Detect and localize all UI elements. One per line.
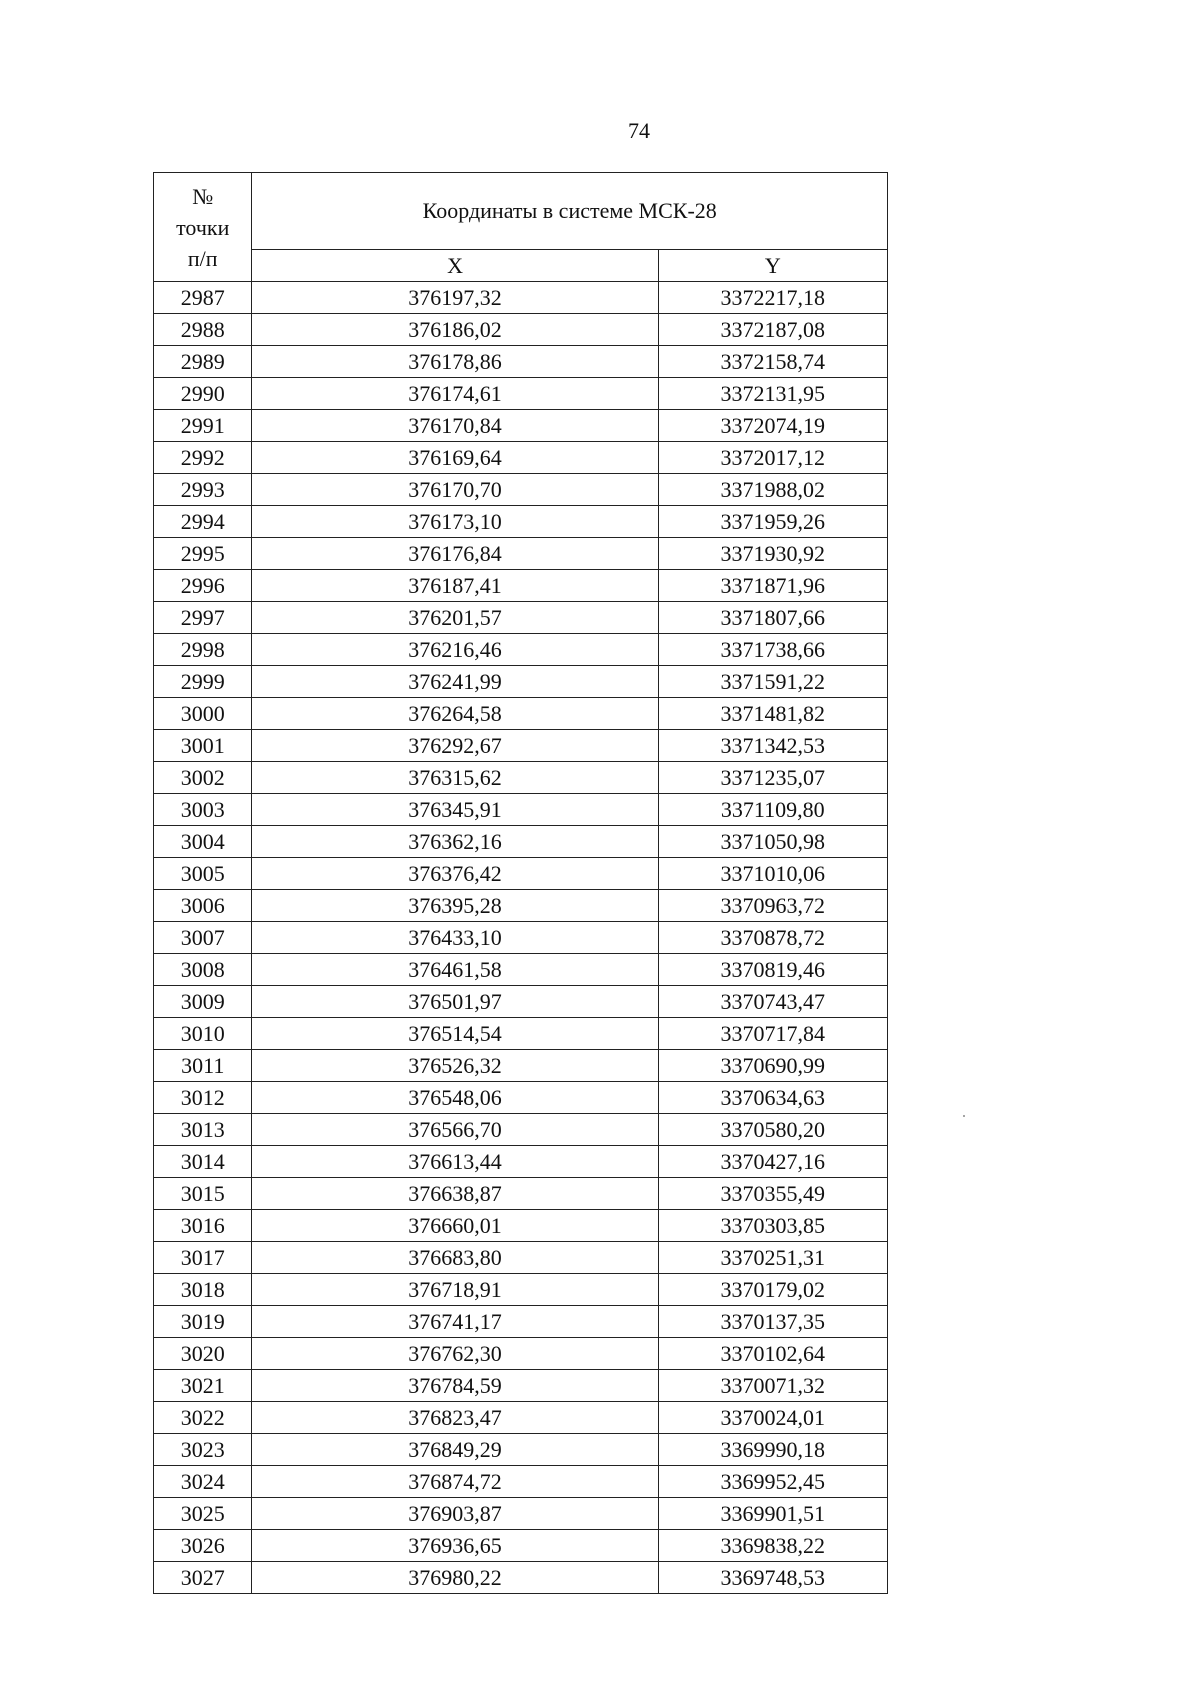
y-coordinate-cell: 3370071,32: [658, 1370, 887, 1402]
y-coordinate-cell: 3371930,92: [658, 538, 887, 570]
point-number-cell: 3004: [154, 826, 252, 858]
x-coordinate-cell: 376741,17: [252, 1306, 658, 1338]
table-row: [154, 1530, 888, 1562]
table-row: [154, 1498, 888, 1530]
point-number-cell: 2999: [154, 666, 252, 698]
x-coordinate-cell: 376936,65: [252, 1530, 658, 1562]
x-coordinate-cell: 376187,41: [252, 570, 658, 602]
y-coordinate-cell: 3370743,47: [658, 986, 887, 1018]
table-row: [154, 1306, 888, 1338]
point-number-cell: 2987: [154, 282, 252, 314]
y-coordinate-cell: 3372017,12: [658, 442, 887, 474]
table-row: [154, 890, 888, 922]
table-row: [154, 1050, 888, 1082]
point-number-cell: 3005: [154, 858, 252, 890]
scan-speck: [963, 1115, 965, 1117]
table-row: [154, 1082, 888, 1114]
x-coordinate-cell: 376173,10: [252, 506, 658, 538]
y-coordinate-cell: 3371109,80: [658, 794, 887, 826]
table-row: [154, 346, 888, 378]
table-row: [154, 1242, 888, 1274]
table-row: [154, 1114, 888, 1146]
table-row: [154, 794, 888, 826]
point-number-cell: 3022: [154, 1402, 252, 1434]
y-coordinate-cell: 3371235,07: [658, 762, 887, 794]
coordinates-table: [153, 172, 888, 1594]
table-row: [154, 666, 888, 698]
x-coordinate-cell: 376178,86: [252, 346, 658, 378]
x-coordinate-cell: 376849,29: [252, 1434, 658, 1466]
y-coordinate-cell: 3371050,98: [658, 826, 887, 858]
y-coordinate-cell: 3372187,08: [658, 314, 887, 346]
x-coordinate-cell: 376461,58: [252, 954, 658, 986]
y-coordinate-cell: 3370717,84: [658, 1018, 887, 1050]
x-coordinate-cell: 376241,99: [252, 666, 658, 698]
point-number-cell: 3023: [154, 1434, 252, 1466]
y-coordinate-cell: 3370251,31: [658, 1242, 887, 1274]
x-coordinate-cell: 376292,67: [252, 730, 658, 762]
point-number-cell: 3025: [154, 1498, 252, 1530]
point-number-cell: 3021: [154, 1370, 252, 1402]
y-coordinate-cell: 3370963,72: [658, 890, 887, 922]
point-number-cell: 3007: [154, 922, 252, 954]
point-number-cell: 3024: [154, 1466, 252, 1498]
y-coordinate-cell: 3369838,22: [658, 1530, 887, 1562]
y-coordinate-cell: 3370303,85: [658, 1210, 887, 1242]
table-row: [154, 954, 888, 986]
point-number-cell: 2991: [154, 410, 252, 442]
y-coordinate-cell: 3369748,53: [658, 1562, 887, 1594]
table-row: [154, 730, 888, 762]
point-number-cell: 2994: [154, 506, 252, 538]
point-number-cell: 3009: [154, 986, 252, 1018]
coordinate-system-header: Координаты в системе МСК-28: [252, 173, 888, 250]
table-row: [154, 442, 888, 474]
table-row: [154, 1370, 888, 1402]
y-coordinate-cell: 3370819,46: [658, 954, 887, 986]
point-number-cell: 2989: [154, 346, 252, 378]
y-coordinate-cell: 3372131,95: [658, 378, 887, 410]
y-coordinate-cell: 3371959,26: [658, 506, 887, 538]
y-coordinate-cell: 3371871,96: [658, 570, 887, 602]
point-number-cell: 3002: [154, 762, 252, 794]
y-column-header: Y: [658, 249, 887, 281]
x-coordinate-cell: 376345,91: [252, 794, 658, 826]
x-coordinate-cell: 376566,70: [252, 1114, 658, 1146]
y-coordinate-cell: 3370634,63: [658, 1082, 887, 1114]
y-coordinate-cell: 3371591,22: [658, 666, 887, 698]
x-coordinate-cell: 376613,44: [252, 1146, 658, 1178]
table-row: [154, 826, 888, 858]
x-coordinate-cell: 376660,01: [252, 1210, 658, 1242]
point-number-cell: 3011: [154, 1050, 252, 1082]
x-coordinate-cell: 376433,10: [252, 922, 658, 954]
y-coordinate-cell: 3370427,16: [658, 1146, 887, 1178]
x-coordinate-cell: 376903,87: [252, 1498, 658, 1530]
x-coordinate-cell: 376501,97: [252, 986, 658, 1018]
point-number-cell: 2996: [154, 570, 252, 602]
y-coordinate-cell: 3371807,66: [658, 602, 887, 634]
y-coordinate-cell: 3372158,74: [658, 346, 887, 378]
x-coordinate-cell: 376683,80: [252, 1242, 658, 1274]
point-number-cell: 3017: [154, 1242, 252, 1274]
x-coordinate-cell: 376216,46: [252, 634, 658, 666]
point-number-cell: 3027: [154, 1562, 252, 1594]
point-number-cell: 2997: [154, 602, 252, 634]
point-number-cell: 3003: [154, 794, 252, 826]
point-number-cell: 3018: [154, 1274, 252, 1306]
x-coordinate-cell: 376201,57: [252, 602, 658, 634]
y-coordinate-cell: 3370580,20: [658, 1114, 887, 1146]
table-row: [154, 1434, 888, 1466]
table-row: [154, 922, 888, 954]
x-coordinate-cell: 376514,54: [252, 1018, 658, 1050]
table-row: [154, 1018, 888, 1050]
y-coordinate-cell: 3371988,02: [658, 474, 887, 506]
x-coordinate-cell: 376362,16: [252, 826, 658, 858]
table-row: [154, 378, 888, 410]
y-coordinate-cell: 3370690,99: [658, 1050, 887, 1082]
x-coordinate-cell: 376169,64: [252, 442, 658, 474]
y-coordinate-cell: 3370102,64: [658, 1338, 887, 1370]
y-coordinate-cell: 3369901,51: [658, 1498, 887, 1530]
point-number-cell: 3016: [154, 1210, 252, 1242]
point-number-cell: 2995: [154, 538, 252, 570]
y-coordinate-cell: 3371481,82: [658, 698, 887, 730]
point-number-cell: 3020: [154, 1338, 252, 1370]
table-row: [154, 1274, 888, 1306]
point-number-cell: 3019: [154, 1306, 252, 1338]
point-number-cell: 2998: [154, 634, 252, 666]
point-number-cell: 3006: [154, 890, 252, 922]
y-coordinate-cell: 3369990,18: [658, 1434, 887, 1466]
x-coordinate-cell: 376176,84: [252, 538, 658, 570]
table-row: [154, 1562, 888, 1594]
table-row: [154, 282, 888, 314]
table-row: [154, 986, 888, 1018]
y-coordinate-cell: 3370179,02: [658, 1274, 887, 1306]
table-row: [154, 698, 888, 730]
point-number-header-line-2: точки: [176, 214, 230, 240]
x-coordinate-cell: 376197,32: [252, 282, 658, 314]
table-row: [154, 570, 888, 602]
x-coordinate-cell: 376548,06: [252, 1082, 658, 1114]
table-row: [154, 1402, 888, 1434]
point-number-header-line-3: п/п: [187, 245, 218, 271]
x-coordinate-cell: 376784,59: [252, 1370, 658, 1402]
x-coordinate-cell: 376874,72: [252, 1466, 658, 1498]
point-number-cell: 2993: [154, 474, 252, 506]
point-number-header-line-1: №: [192, 183, 214, 209]
point-number-cell: 2990: [154, 378, 252, 410]
y-coordinate-cell: 3372074,19: [658, 410, 887, 442]
y-coordinate-cell: 3371010,06: [658, 858, 887, 890]
point-number-cell: 2992: [154, 442, 252, 474]
y-coordinate-cell: 3371738,66: [658, 634, 887, 666]
table-row: [154, 762, 888, 794]
table-row: [154, 474, 888, 506]
point-number-cell: 3012: [154, 1082, 252, 1114]
point-number-cell: 3001: [154, 730, 252, 762]
point-number-cell: 3010: [154, 1018, 252, 1050]
x-coordinate-cell: 376823,47: [252, 1402, 658, 1434]
table-row: [154, 1178, 888, 1210]
x-coordinate-cell: 376174,61: [252, 378, 658, 410]
x-coordinate-cell: 376718,91: [252, 1274, 658, 1306]
y-coordinate-cell: 3370137,35: [658, 1306, 887, 1338]
point-number-header: [154, 173, 252, 282]
point-number-cell: 3008: [154, 954, 252, 986]
x-coordinate-cell: 376170,84: [252, 410, 658, 442]
coordinates-body: [154, 282, 888, 1594]
y-coordinate-cell: 3370024,01: [658, 1402, 887, 1434]
table-row: [154, 634, 888, 666]
table-row: [154, 1146, 888, 1178]
x-coordinate-cell: 376376,42: [252, 858, 658, 890]
y-coordinate-cell: 3371342,53: [658, 730, 887, 762]
page-number: 74: [628, 118, 650, 143]
point-number-cell: 3013: [154, 1114, 252, 1146]
x-column-header: X: [252, 249, 658, 281]
y-coordinate-cell: 3372217,18: [658, 282, 887, 314]
x-coordinate-cell: 376980,22: [252, 1562, 658, 1594]
point-number-cell: 3014: [154, 1146, 252, 1178]
x-coordinate-cell: 376170,70: [252, 474, 658, 506]
point-number-cell: 3015: [154, 1178, 252, 1210]
table-row: [154, 858, 888, 890]
table-row: [154, 1338, 888, 1370]
y-coordinate-cell: 3370878,72: [658, 922, 887, 954]
x-coordinate-cell: 376762,30: [252, 1338, 658, 1370]
x-coordinate-cell: 376395,28: [252, 890, 658, 922]
table-row: [154, 314, 888, 346]
x-coordinate-cell: 376186,02: [252, 314, 658, 346]
table-row: [154, 410, 888, 442]
table-row: [154, 538, 888, 570]
x-coordinate-cell: 376315,62: [252, 762, 658, 794]
table-row: [154, 1210, 888, 1242]
point-number-cell: 3000: [154, 698, 252, 730]
table-row: [154, 506, 888, 538]
x-coordinate-cell: 376264,58: [252, 698, 658, 730]
x-coordinate-cell: 376638,87: [252, 1178, 658, 1210]
x-coordinate-cell: 376526,32: [252, 1050, 658, 1082]
table-row: [154, 1466, 888, 1498]
point-number-cell: 3026: [154, 1530, 252, 1562]
point-number-cell: 2988: [154, 314, 252, 346]
table-row: [154, 602, 888, 634]
y-coordinate-cell: 3370355,49: [658, 1178, 887, 1210]
y-coordinate-cell: 3369952,45: [658, 1466, 887, 1498]
